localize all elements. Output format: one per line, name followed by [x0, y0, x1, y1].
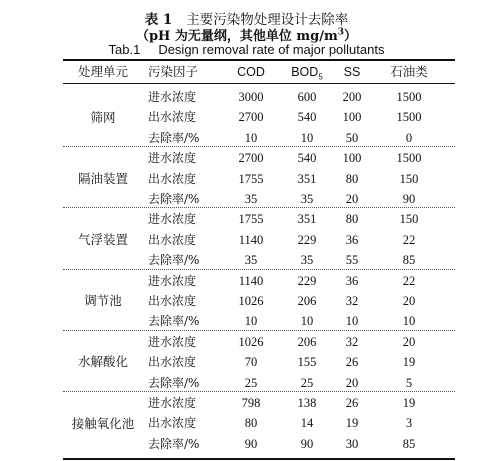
ss-value-cell: 36 — [345, 273, 359, 288]
cod-value-cell: 2700 — [238, 110, 264, 125]
ss-value-cell: 50 — [345, 130, 359, 145]
factor-cell: 出水浓度 — [148, 171, 197, 186]
oil-value-cell: 20 — [402, 294, 416, 308]
unit-label: 调节池 — [84, 293, 122, 309]
unit-note-superscript: 3 — [337, 27, 345, 38]
oil-value-cell: 3 — [405, 416, 413, 431]
ss-value-cell: 20 — [345, 192, 359, 206]
ss-value-cell: 80 — [345, 171, 359, 186]
factor-cell: 进水浓度 — [148, 90, 197, 104]
group-separator — [63, 207, 455, 208]
group-separator — [63, 146, 455, 147]
ss-value-cell: 55 — [345, 253, 359, 268]
ss-value-cell: 19 — [345, 416, 359, 431]
unit-note-prefix: （pH 为无量纲，其他单位 mg/m — [135, 29, 338, 44]
cod-value-cell: 70 — [244, 355, 258, 370]
bod-value-cell: 351 — [297, 171, 317, 186]
oil-value-cell: 85 — [402, 253, 416, 268]
oil-value-cell: 1500 — [396, 151, 422, 166]
ss-value-cell: 26 — [345, 396, 359, 410]
factor-cell: 去除率/% — [148, 192, 200, 206]
header-bod-text: BOD — [291, 65, 319, 79]
ss-value-cell: 30 — [345, 436, 359, 451]
ss-value-cell: 26 — [345, 355, 359, 370]
oil-value-cell: 90 — [402, 192, 416, 206]
table-title-en — [0, 42, 493, 57]
oil-value-cell: 1500 — [396, 110, 422, 125]
group-separator — [63, 269, 455, 270]
bod-value-cell: 229 — [297, 273, 317, 288]
oil-value-cell: 150 — [399, 212, 419, 227]
ss-value-cell: 200 — [342, 90, 362, 104]
oil-value-cell: 22 — [402, 232, 416, 247]
unit-label: 接触氧化池 — [71, 415, 135, 431]
table-bottom-rule — [63, 458, 455, 460]
bod-value-cell: 540 — [297, 151, 317, 166]
factor-cell: 出水浓度 — [148, 294, 197, 308]
bod-value-cell: 90 — [300, 436, 314, 451]
ss-value-cell: 10 — [345, 314, 359, 329]
header-unit: 处理单元 — [77, 64, 128, 79]
factor-cell: 进水浓度 — [148, 396, 197, 410]
factor-cell: 出水浓度 — [148, 355, 197, 370]
bod-value-cell: 206 — [297, 294, 317, 308]
ss-value-cell: 80 — [345, 212, 359, 227]
bod-value-cell: 35 — [300, 253, 314, 268]
cod-value-cell: 2700 — [238, 151, 264, 166]
cod-value-cell: 1026 — [238, 334, 264, 349]
table-header-rule — [63, 83, 455, 84]
bod-value-cell: 351 — [297, 212, 317, 227]
cod-value-cell: 90 — [244, 436, 258, 451]
table-top-rule — [63, 59, 455, 61]
unit-note-suffix: ） — [344, 29, 358, 44]
factor-cell: 进水浓度 — [148, 151, 197, 166]
bod-value-cell: 35 — [300, 192, 314, 206]
header-bod-subscript: 5 — [318, 72, 323, 82]
cod-value-cell: 35 — [244, 192, 258, 206]
oil-value-cell: 10 — [402, 314, 416, 329]
cod-value-cell: 25 — [244, 375, 258, 390]
bod-value-cell: 155 — [297, 355, 317, 370]
factor-cell: 出水浓度 — [148, 416, 197, 431]
factor-cell: 进水浓度 — [148, 273, 197, 288]
unit-label: 水解酸化 — [77, 354, 128, 370]
oil-value-cell: 1500 — [396, 90, 422, 104]
header-oil: 石油类 — [390, 64, 428, 79]
factor-cell: 出水浓度 — [148, 110, 197, 125]
factor-cell: 去除率/% — [148, 253, 200, 268]
cod-value-cell: 1755 — [238, 212, 264, 227]
oil-value-cell: 0 — [405, 130, 413, 145]
bod-value-cell: 206 — [297, 334, 317, 349]
group-separator — [63, 330, 455, 331]
ss-value-cell: 20 — [345, 375, 359, 390]
factor-cell: 进水浓度 — [148, 212, 197, 227]
factor-cell: 去除率/% — [148, 130, 200, 145]
ss-value-cell: 36 — [345, 232, 359, 247]
oil-value-cell: 19 — [402, 396, 416, 410]
bod-value-cell: 14 — [300, 416, 314, 431]
bod-value-cell: 138 — [297, 396, 317, 410]
cod-value-cell: 1755 — [238, 171, 264, 186]
oil-value-cell: 85 — [402, 436, 416, 451]
unit-label: 筛网 — [90, 109, 116, 125]
ss-value-cell: 100 — [342, 151, 362, 166]
table-number-en: Tab.1 — [108, 42, 141, 57]
bod-value-cell: 10 — [300, 314, 314, 329]
bod-value-cell: 540 — [297, 110, 317, 125]
factor-cell: 进水浓度 — [148, 334, 197, 349]
header-bod5 — [281, 62, 333, 82]
cod-value-cell: 10 — [244, 314, 258, 329]
unit-label: 隔油装置 — [77, 170, 128, 186]
cod-value-cell: 1026 — [238, 294, 264, 308]
group-separator — [63, 391, 455, 392]
bod-value-cell: 10 — [300, 130, 314, 145]
oil-value-cell: 22 — [402, 273, 416, 288]
bod-value-cell: 229 — [297, 232, 317, 247]
cod-value-cell: 1140 — [238, 273, 264, 288]
factor-cell: 出水浓度 — [148, 232, 197, 247]
cod-value-cell: 1140 — [238, 232, 264, 247]
ss-value-cell: 32 — [345, 334, 359, 349]
header-factor: 污染因子 — [148, 64, 199, 79]
header-cod: COD — [237, 65, 265, 79]
table-caption-cn: 主要污染物处理设计去除率 — [186, 12, 349, 28]
header-ss: SS — [343, 65, 361, 79]
factor-cell: 去除率/% — [148, 436, 200, 451]
oil-value-cell: 19 — [402, 355, 416, 370]
cod-value-cell: 798 — [241, 396, 261, 410]
unit-label: 气浮装置 — [77, 232, 128, 247]
cod-value-cell: 10 — [244, 130, 258, 145]
factor-cell: 去除率/% — [148, 314, 200, 329]
ss-value-cell: 32 — [345, 294, 359, 308]
oil-value-cell: 20 — [402, 334, 416, 349]
ss-value-cell: 100 — [342, 110, 362, 125]
factor-cell: 去除率/% — [148, 375, 200, 390]
cod-value-cell: 35 — [244, 253, 258, 268]
oil-value-cell: 5 — [405, 375, 413, 390]
table-caption-en: Design removal rate of major pollutants — [158, 42, 385, 57]
bod-value-cell: 25 — [300, 375, 314, 390]
table-number-cn: 表 1 — [144, 12, 173, 28]
cod-value-cell: 80 — [244, 416, 258, 431]
bod-value-cell: 600 — [297, 90, 317, 104]
oil-value-cell: 150 — [399, 171, 419, 186]
cod-value-cell: 3000 — [238, 90, 264, 104]
